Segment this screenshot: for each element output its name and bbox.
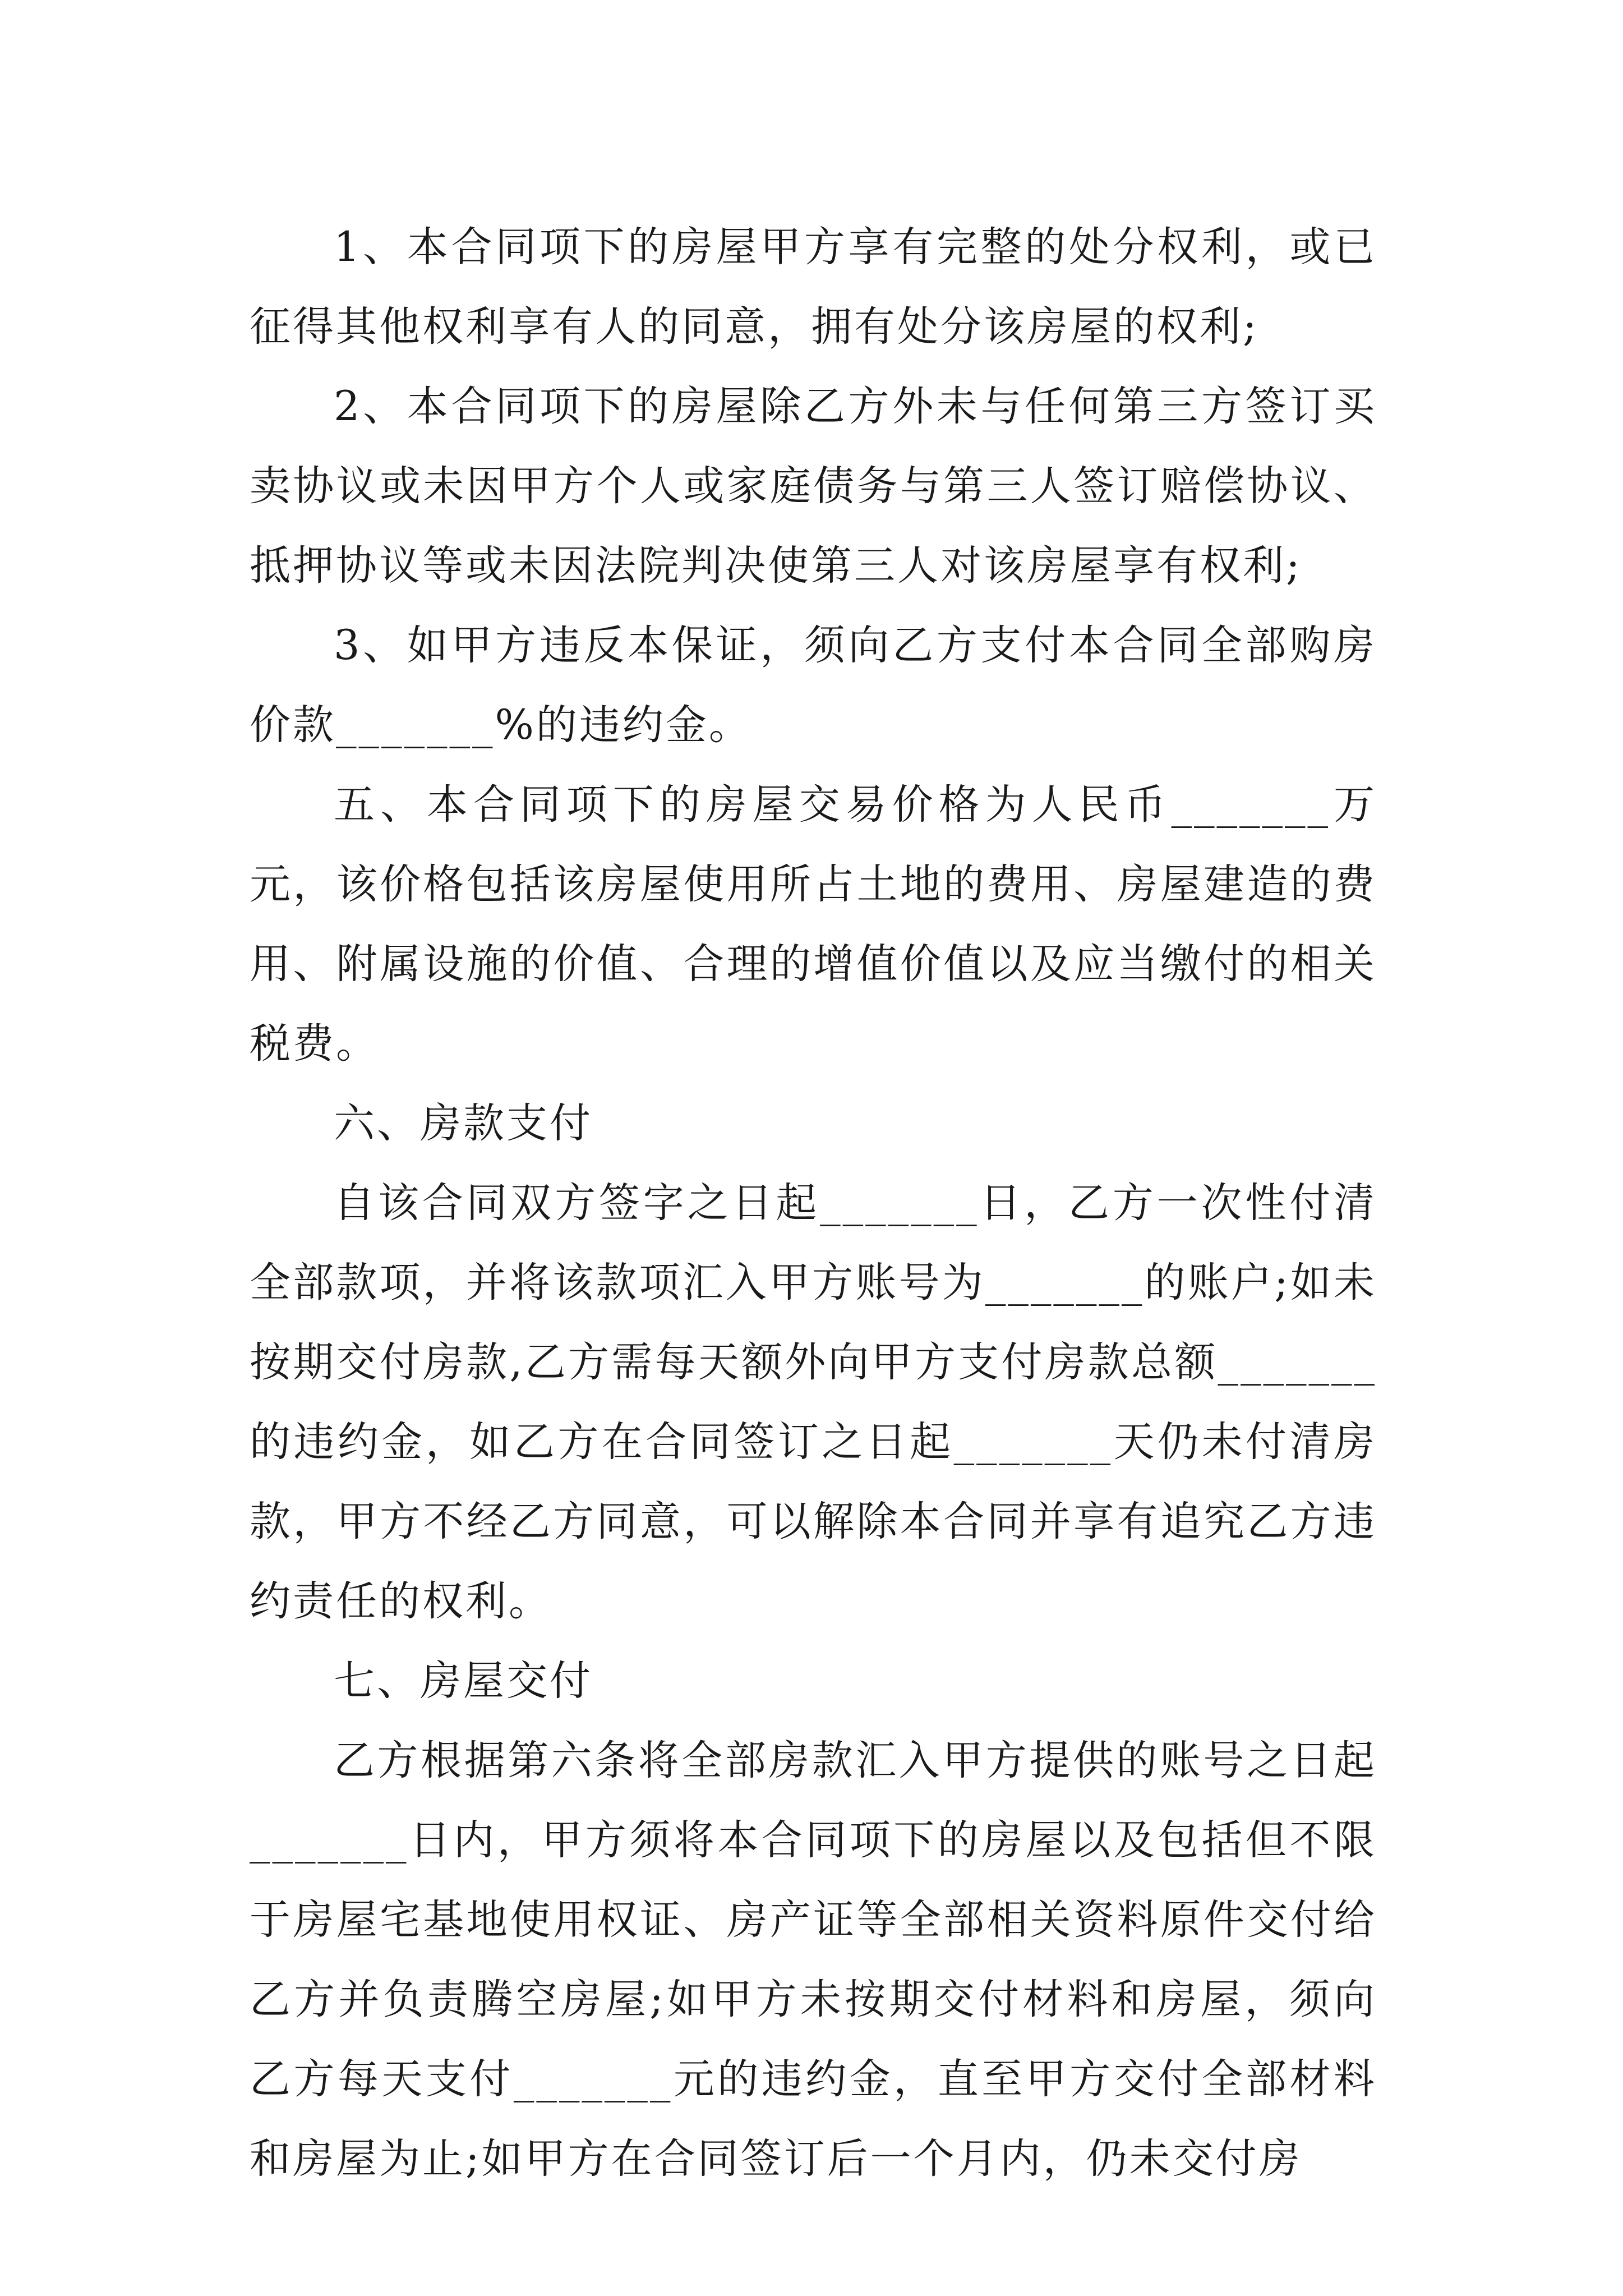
paragraph-section-5-price: 五、本合同项下的房屋交易价格为人民币_______万元，该价格包括该房屋使用所占土地的费用、房屋建造的费用、附属设施的价值、合理的增值价值以及应当缴付的相关税费。 xyxy=(250,781,1377,1068)
paragraph-guarantee-3: 3、如甲方违反本保证，须向乙方支付本合同全部购房价款_______%的违约金。 xyxy=(250,622,1377,749)
paragraph-guarantee-2: 2、本合同项下的房屋除乙方外未与任何第三方签订买卖协议或未因甲方个人或家庭债务与第三人签订赔偿协议、抵押协议等或未因法院判决使第三人对该房屋享有权利; xyxy=(250,383,1377,590)
paragraph-section-6-payment: 自该合同双方签字之日起_______日，乙方一次性付清全部款项，并将该款项汇入甲方账号为_______的账户;如未按期交付房款,乙方需每天额外向甲方支付房款总额_______的违约金，如乙方在合同签订之日起_______天仍未付清房款，甲方不经乙方同意，可以解除本合同并享有追究乙方违约责任的权利。 xyxy=(250,1179,1377,1625)
paragraph-section-7-delivery: 乙方根据第六条将全部房款汇入甲方提供的账号之日起_______日内，甲方须将本合同项下的房屋以及包括但不限于房屋宅基地使用权证、房产证等全部相关资料原件交付给乙方并负责腾空房屋;如甲方未按期交付材料和房屋，须向乙方每天支付_______元的违约金，直至甲方交付全部材料和房屋为止;如甲方在合同签订后一个月内，仍未交付房 xyxy=(250,1737,1377,2183)
heading-section-7: 七、房屋交付 xyxy=(334,1657,593,1705)
document-body xyxy=(250,208,1377,2199)
paragraph-guarantee-1: 1、本合同项下的房屋甲方享有完整的处分权利，或已征得其他权利享有人的同意，拥有处分该房屋的权利; xyxy=(250,223,1377,351)
heading-section-6: 六、房款支付 xyxy=(334,1099,593,1147)
